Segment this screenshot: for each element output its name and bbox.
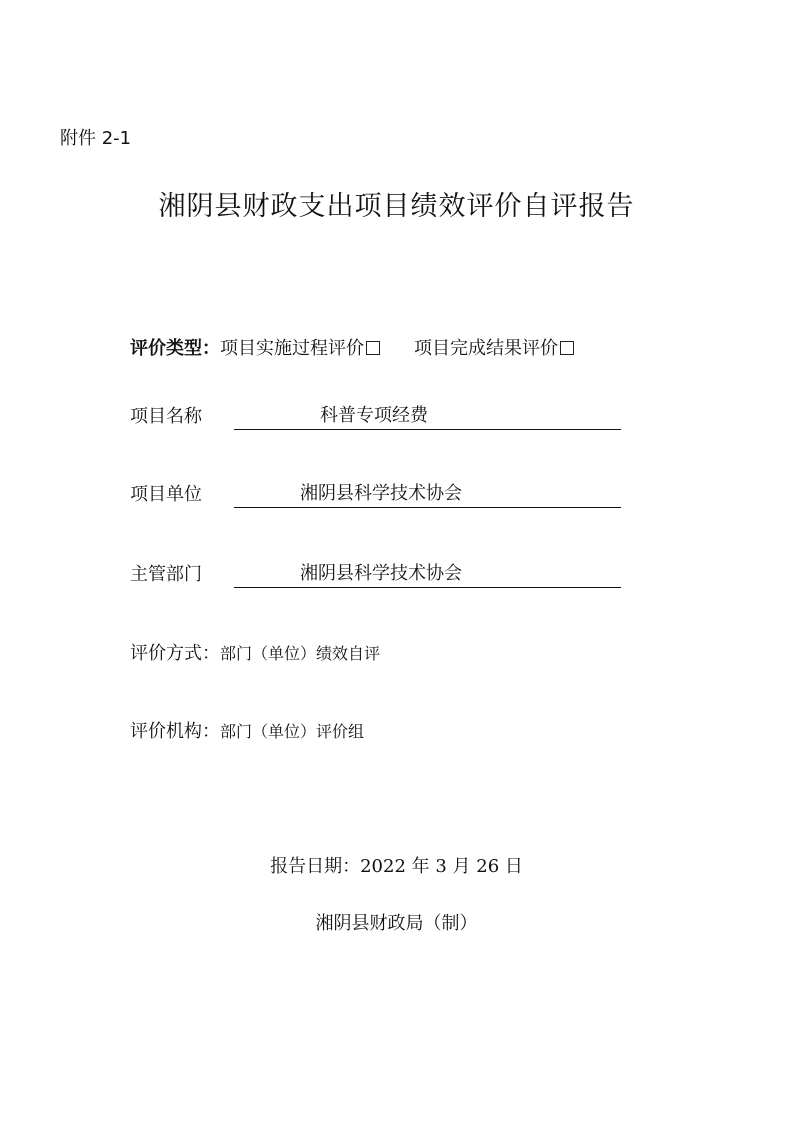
process-checkbox[interactable] bbox=[366, 341, 380, 355]
evaluation-org-label: 评价机构： bbox=[130, 721, 220, 742]
project-name-field[interactable] bbox=[234, 402, 621, 430]
supervising-dept-value: 湘阴县科学技术协会 bbox=[300, 563, 462, 584]
supervising-dept-row bbox=[130, 560, 462, 586]
project-unit-label: 项目单位 bbox=[130, 484, 202, 505]
evaluation-type-label: 评价类型： bbox=[130, 338, 220, 359]
option-process-label: 项目实施过程评价 bbox=[220, 338, 364, 359]
project-name-label: 项目名称 bbox=[130, 406, 202, 427]
evaluation-method-row bbox=[130, 639, 380, 665]
result-checkbox[interactable] bbox=[560, 341, 574, 355]
evaluation-org-value: 部门（单位）评价组 bbox=[220, 722, 365, 741]
project-unit-field[interactable] bbox=[234, 480, 621, 508]
evaluation-org-row bbox=[130, 717, 364, 743]
supervising-dept-label: 主管部门 bbox=[130, 564, 202, 585]
issuer: 湘阴县财政局（制） bbox=[315, 913, 478, 934]
evaluation-type-option-result[interactable] bbox=[414, 334, 574, 360]
report-title: 湘阴县财政支出项目绩效评价自评报告 bbox=[158, 191, 635, 222]
project-unit-value: 湘阴县科学技术协会 bbox=[300, 483, 462, 504]
option-result-label: 项目完成结果评价 bbox=[414, 338, 558, 359]
evaluation-type-option-process[interactable] bbox=[220, 334, 380, 360]
attachment-label: 附件 2-1 bbox=[60, 128, 132, 149]
evaluation-method-value: 部门（单位）绩效自评 bbox=[220, 644, 381, 663]
project-name-row bbox=[130, 402, 428, 428]
evaluation-type-row bbox=[130, 334, 574, 360]
project-unit-row bbox=[130, 480, 462, 506]
supervising-dept-field[interactable] bbox=[234, 560, 621, 588]
evaluation-method-label: 评价方式： bbox=[130, 643, 220, 664]
report-date: 报告日期：2022 年 3 月 26 日 bbox=[270, 856, 523, 877]
project-name-value: 科普专项经费 bbox=[320, 405, 428, 426]
